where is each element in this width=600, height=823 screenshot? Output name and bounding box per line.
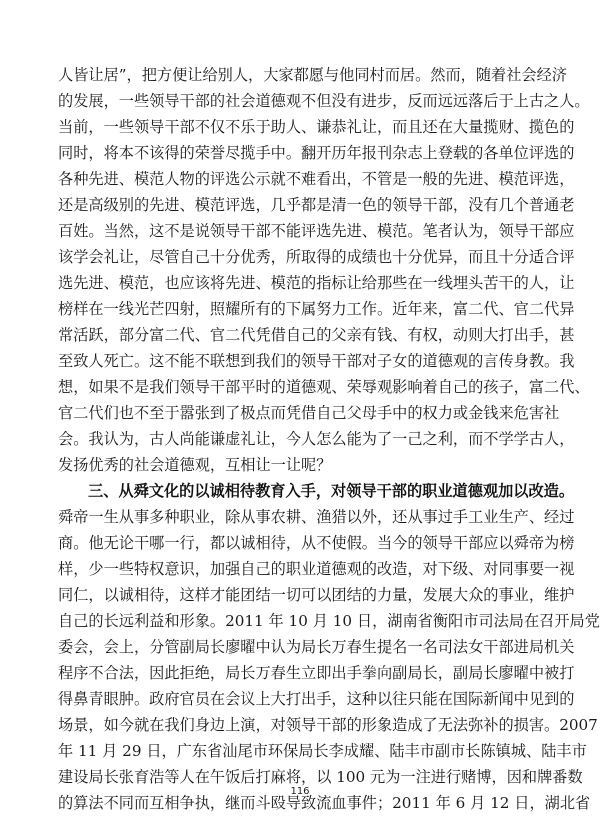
- text-line: 商。他无论干哪一行，都以诚相待，从不使假。当今的领导干部应以舜帝为榜: [58, 534, 575, 552]
- text-line: 各种先进、模范人物的评选公示就不难看出，不管是一般的先进、模范评选，: [58, 170, 575, 188]
- text-line: 想，如果不是我们领导干部平时的道德观、荣辱观影响着自己的孩子，富二代、: [58, 378, 590, 396]
- paragraph-end-line: 发扬优秀的社会道德观，互相让一让呢？: [58, 456, 332, 474]
- text-line: 样，少一些特权意识，加强自己的职业道德观的改造，对下级、对同事要一视: [58, 560, 575, 578]
- text-line: 的算法不同而互相争执，继而斗殴导致流血事件；2011 年 6 月 12 日，湖北省: [58, 794, 591, 812]
- text-line: 还是高级别的先进、模范评选，几乎都是清一色的领导干部，没有几个普通老: [58, 196, 575, 214]
- section-heading: 三、从舜文化的以诚相待教育入手，对领导干部的职业道德观加以改造。: [88, 482, 574, 500]
- text-line: 当前，一些领导干部不仅不乐于助人、谦恭礼让，而且还在大量揽财、揽色的: [58, 118, 575, 136]
- page-number: 116: [290, 786, 310, 797]
- text-line: 百姓。当然，这不是说领导干部不能评选先进、模范。笔者认为，领导干部应: [58, 222, 575, 240]
- text-line: 同仁，以诚相待，这样才能团结一切可以团结的力量，发展大众的事业，维护: [58, 586, 575, 604]
- text-line: 会。我认为，古人尚能谦虚礼让，今人怎么能为了一己之利，而不学学古人，: [58, 430, 575, 448]
- text-line: 自己的长远利益和形象。2011 年 10 月 10 日，湖南省衡阳市司法局在召开局党: [58, 612, 600, 630]
- text-line: 官二代们也不至于嚣张到了极点而凭借自己父母手中的权力或金钱来危害社: [58, 404, 560, 422]
- text-line: 人皆让居”，把方便让给别人，大家都愿与他同村而居。然而，随着社会经济: [58, 66, 567, 84]
- text-line: 得鼻青眼肿。政府官员在会议上大打出手，这种以往只能在国际新闻中见到的: [58, 690, 575, 708]
- body-text: [58, 62, 600, 816]
- text-line: 该学会礼让，尽管自己十分优秀，所取得的成绩也十分优异，而且十分适合评: [58, 248, 575, 266]
- text-line: 榜样在一线光芒四射，照耀所有的下属努力工作。近年来，富二代、官二代异: [58, 300, 575, 318]
- text-line: 同时，将本不该得的荣誉尽揽手中。翻开历年报刊杂志上登载的各单位评选的: [58, 144, 575, 162]
- text-line: 程序不合法，因此拒绝，局长万春生立即出手拳向副局长，副局长廖曜中被打: [58, 664, 575, 682]
- text-line: 场景，如今就在我们身边上演，对领导干部的形象造成了无法弥补的损害。2007: [58, 716, 598, 734]
- text-line: 的发展，一些领导干部的社会道德观不但没有进步，反而远远落后于上古之人。: [58, 92, 590, 110]
- text-line: 选先进、模范，也应该将先进、模范的指标让给那些在一线埋头苦干的人，让: [58, 274, 575, 292]
- text-line: 建设局长张育浩等人在午饭后打麻将，以 100 元为一注进行赌博，因和牌番数: [58, 768, 583, 786]
- text-line: 委会，会上，分管副局长廖曜中认为局长万春生提名一名司法女干部进局机关: [58, 638, 575, 656]
- text-line: 常活跃，部分富二代、官二代凭借自己的父亲有钱、有权，动则大打出手，甚: [58, 326, 575, 344]
- text-line: 年 11 月 29 日，广东省汕尾市环保局长李成耀、陆丰市副市长陈镇城、陆丰市: [58, 742, 587, 760]
- text-line: 舜帝一生从事多种职业，除从事农耕、渔猎以外，还从事过手工业生产、经过: [58, 508, 575, 526]
- text-line: 至致人死亡。这不能不联想到我们的领导干部对子女的道德观的言传身教。我: [58, 352, 575, 370]
